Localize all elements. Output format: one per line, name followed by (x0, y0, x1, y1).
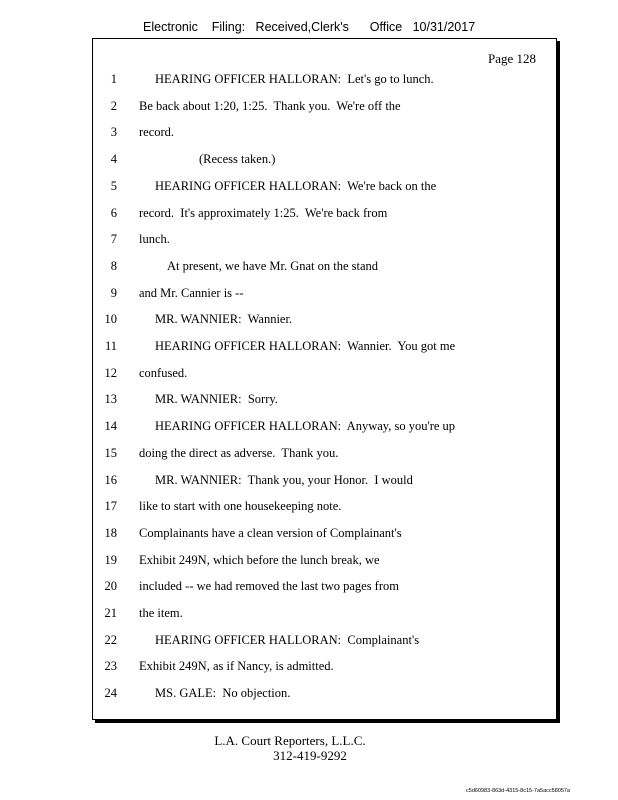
line-text: the item. (139, 606, 183, 620)
line-text: record. (139, 125, 175, 140)
line-number: 13 (104, 392, 117, 407)
line-number: 22 (104, 632, 117, 647)
line-text: HEARING OFFICER HALLORAN: Complainant's (155, 632, 420, 647)
page-number: Page 128 (487, 51, 536, 66)
line-number: 7 (110, 232, 117, 247)
line-number: 16 (104, 472, 117, 487)
line-number: 19 (104, 552, 117, 567)
line-number: 2 (110, 98, 117, 113)
line-number: 4 (110, 152, 117, 167)
line-text: included -- we had removed the last two pages from (139, 579, 399, 594)
line-text: record. It's approximately 1:25. We're back from (139, 205, 388, 220)
line-text: like to start with one housekeeping note. (139, 499, 342, 514)
line-number: 21 (104, 606, 117, 620)
line-number: 18 (104, 525, 117, 540)
line-number: 24 (104, 686, 117, 701)
line-text: (Recess taken.) (199, 152, 276, 167)
line-text: Complainants have a clean version of Complainant's (139, 525, 402, 540)
line-text: HEARING OFFICER HALLORAN: We're back on the (155, 178, 437, 193)
electronic-filing-header: Electronic Filing: Received,Clerk's Office 10/31/2017 (143, 20, 476, 34)
line-number: 17 (104, 499, 117, 514)
reporter-company: L.A. Court Reporters, L.L.C. (214, 733, 366, 748)
line-text: doing the direct as adverse. Thank you. (139, 445, 339, 460)
line-number: 10 (104, 312, 117, 327)
line-text: confused. (139, 365, 188, 380)
line-text: MR. WANNIER: Thank you, your Honor. I would (155, 472, 413, 487)
line-number: 1 (110, 72, 117, 86)
reporter-phone: 312-419-9292 (273, 748, 347, 763)
line-number: 20 (104, 579, 117, 594)
line-text: HEARING OFFICER HALLORAN: Anyway, so you're up (155, 419, 456, 434)
line-text: MS. GALE: No objection. (155, 686, 291, 701)
line-text: Exhibit 249N, as if Nancy, is admitted. (139, 659, 334, 674)
line-text: MR. WANNIER: Sorry. (155, 392, 278, 407)
line-number: 23 (104, 659, 117, 674)
line-text: Exhibit 249N, which before the lunch break, we (139, 552, 380, 567)
line-text: At present, we have Mr. Gnat on the stand (167, 258, 379, 273)
line-number: 9 (110, 285, 117, 300)
line-number: 15 (104, 445, 117, 460)
line-number: 3 (110, 125, 117, 140)
line-text: HEARING OFFICER HALLORAN: Wannier. You got me (155, 339, 456, 353)
line-number: 12 (104, 365, 117, 380)
line-text: lunch. (139, 232, 170, 247)
line-text: and Mr. Cannier is -- (139, 285, 244, 300)
line-text: Be back about 1:20, 1:25. Thank you. We're off the (139, 98, 401, 113)
line-number: 5 (110, 178, 117, 193)
line-text: MR. WANNIER: Wannier. (155, 312, 293, 327)
line-number: 14 (104, 419, 117, 434)
transcript-page (92, 38, 557, 720)
line-number: 8 (110, 258, 117, 273)
line-text: HEARING OFFICER HALLORAN: Let's go to lunch. (155, 72, 434, 86)
line-number: 11 (104, 339, 117, 353)
line-number: 6 (110, 205, 117, 220)
document-hash: c5d60983-863d-4315-8c15-7a5acc58057a (466, 788, 570, 794)
